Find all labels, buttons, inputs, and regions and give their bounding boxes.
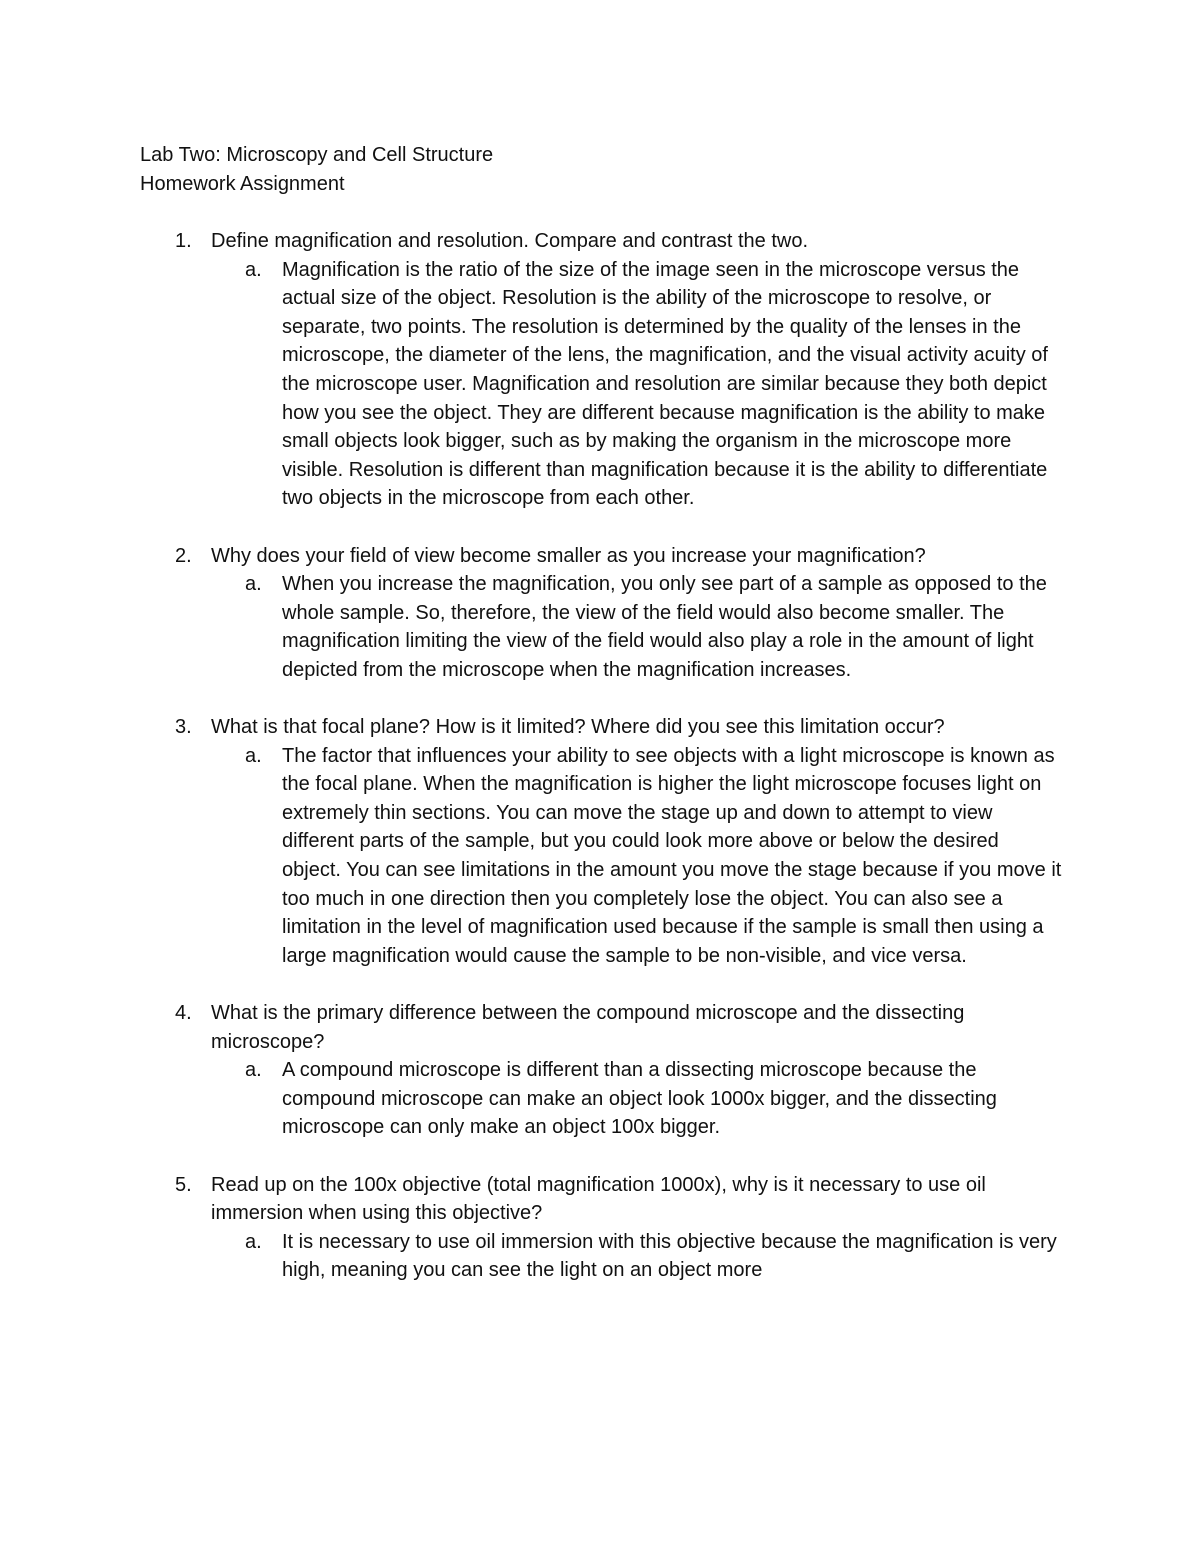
answer-4a <box>211 1056 1062 1142</box>
question-number: 3. <box>175 716 192 739</box>
answer-letter: a. <box>245 744 262 767</box>
answer-text: The factor that influences your ability to see objects with a light microscope is known as the focal plane. When the magnification is higher the light microscope focuses light on extremely thin sections. You can move the stage up and down to attempt to view different parts of the sample, but you could look more above or below the desired object. You can see limitations in the amount you move the stage because if you move it too much in one direction then you completely lose the object. You can also see a limitation in the level of magnification used because if the sample is small then using a large magnification would cause the sample to be non-visible, and vice versa. <box>282 744 1062 967</box>
answer-2a <box>211 570 1062 684</box>
question-text: Define magnification and resolution. Compare and contrast the two. <box>211 230 809 252</box>
answer-letter: a. <box>245 258 262 281</box>
answer-5a <box>211 1228 1062 1285</box>
question-text: Why does your field of view become smaller as you increase your magnification? <box>211 544 926 567</box>
question-list <box>0 227 1200 1285</box>
answer-letter: a. <box>245 573 262 596</box>
answer-1a <box>211 256 1062 513</box>
answer-letter: a. <box>245 1059 262 1082</box>
question-2 <box>0 542 1071 685</box>
question-4 <box>0 999 1071 1142</box>
answer-letter: a. <box>245 1230 262 1253</box>
document-subtitle: Homework Assignment <box>140 172 345 195</box>
answer-text: When you increase the magnification, you only see part of a sample as opposed to the whole sample. So, therefore, the view of the field would also become smaller. The magnification limiting the view of the field would also play a role in the amount of light depicted from the microscope when the magnification increases. <box>282 573 1047 681</box>
document-title: Lab Two: Microscopy and Cell Structure <box>140 144 494 166</box>
answer-text: A compound microscope is different than a dissecting microscope because the compound microscope can make an object look 1000x bigger, and the dissecting microscope can only make an object 100x bigger. <box>282 1059 997 1139</box>
question-text: Read up on the 100x objective (total magnification 1000x), why is it necessary to use oil immersion when using this objective? <box>211 1173 986 1225</box>
question-text: What is the primary difference between the compound microscope and the dissecting microscope? <box>211 1002 965 1053</box>
question-number: 1. <box>175 230 192 252</box>
document-header <box>140 141 1080 198</box>
question-number: 4. <box>175 1002 192 1025</box>
answer-text: It is necessary to use oil immersion with this objective because the magnification is very high, meaning you can see the light on an object more <box>282 1230 1057 1282</box>
question-3 <box>0 713 1071 970</box>
answer-3a <box>211 742 1062 971</box>
question-5 <box>0 1171 1071 1285</box>
question-1 <box>0 227 1071 513</box>
question-number: 2. <box>175 544 192 567</box>
question-text: What is that focal plane? How is it limited? Where did you see this limitation occur? <box>211 716 945 739</box>
answer-text: Magnification is the ratio of the size of the image seen in the microscope versus the actual size of the object. Resolution is the ability of the microscope to resolve, or separate, two points. The resolution is determined by the quality of the lenses in the microscope, the diameter of the lens, the magnification, and the visual activity acuity of the microscope user. Magnification and resolution are similar because they both depict how you see the object. They are different because magnification is the ability to make small objects look bigger, such as by making the organism in the microscope more visible. Resolution is different than magnification because it is the ability to differentiate two objects in the microscope from each other. <box>282 258 1048 510</box>
question-number: 5. <box>175 1173 192 1196</box>
